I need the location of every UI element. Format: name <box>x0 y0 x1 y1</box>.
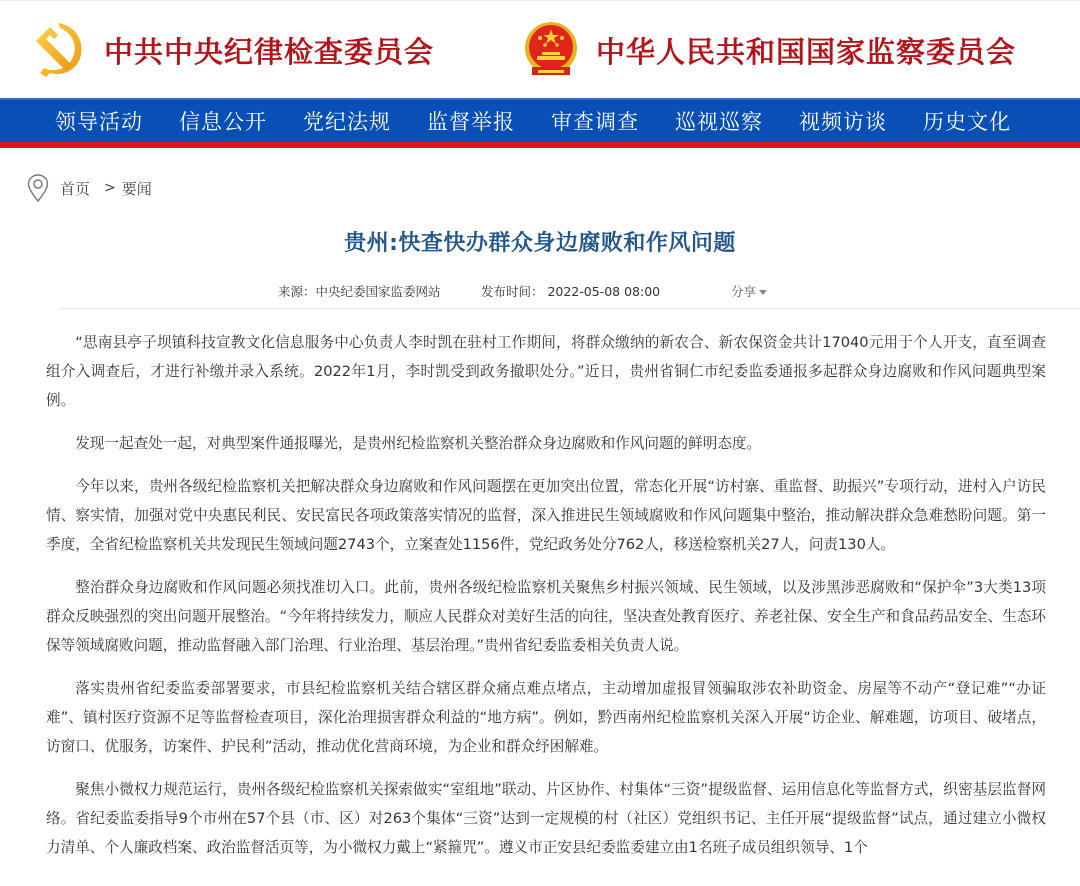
ccdi-title: 中共中央纪律检查委员会 <box>104 34 435 69</box>
nav-item-info-disclosure[interactable]: 信息公开 <box>179 110 267 134</box>
article-source: 来源：中央纪委国家监委网站 <box>278 284 441 299</box>
share-dropdown[interactable] <box>731 282 767 300</box>
nav-item-regulations[interactable]: 党纪法规 <box>303 110 391 134</box>
article-body <box>46 328 1046 876</box>
ccdi-brand[interactable] <box>28 1 434 99</box>
site-header <box>0 0 1080 98</box>
article-publish-time: 发布时间： 2022-05-08 08:00 <box>481 284 661 299</box>
nav-item-report[interactable]: 监督举报 <box>427 110 515 134</box>
breadcrumb-current[interactable]: 要闻 <box>121 179 152 198</box>
article-title: 贵州:快查快办群众身边腐败和作风问题 <box>344 231 736 256</box>
caret-down-icon <box>759 290 767 295</box>
article-paragraph: 聚焦小微权力规范运行，贵州各级纪检监察机关探索做实“室组地”联动、片区协作、村集体“三资”提级监督、运用信息化等监督方式，织密基层监督网络。省纪委监委指导9个市州在57个县（市、区）对263个集体“三资”达到一定规模的村（社区）党组织书记、主任开展“提级监督”试点，通过建立小微权力清单、个人廉政档案、政治监督活页等，为小微权力戴上“紧箍咒”。遵义市正安县纪委监委建立由1名班子成员组织领导、1个 <box>46 781 1046 856</box>
article-paragraph: “思南县亭子坝镇科技宣教文化信息服务中心负责人李时凯在驻村工作期间，将群众缴纳的新农合、新农保资金共计17040元用于个人开支，直至调查组介入调查后，才进行补缴并录入系统。2022年1月，李时凯受到政务撤职处分。”近日，贵州省铜仁市纪委监委通报多起群众身边腐败和作风问题典型案例。 <box>46 334 1046 409</box>
article-paragraph: 落实贵州省纪委监委部署要求，市县纪检监察机关结合辖区群众痛点难点堵点，主动增加虚报冒领骗取涉农补助资金、房屋等不动产“登记难”“办证难”、镇村医疗资源不足等监督检查项目，深化治理损害群众利益的“地方病”。例如，黔西南州纪检监察机关深入开展“访企业、解难题，访项目、破堵点，访窗口、优服务，访案件、护民利”活动，推动优化营商环境，为企业和群众纾困解难。 <box>46 680 1046 755</box>
breadcrumb-home-link[interactable]: 首页 <box>60 179 91 198</box>
nav-items <box>36 100 1047 142</box>
location-pin-icon <box>26 173 50 203</box>
main-nav <box>0 98 1080 142</box>
article-paragraph: 发现一起查处一起，对典型案件通报曝光，是贵州纪检监察机关整治群众身边腐败和作风问题的鲜明态度。 <box>75 435 762 452</box>
breadcrumb <box>26 173 152 203</box>
nsc-title: 中华人民共和国国家监察委员会 <box>596 34 1017 69</box>
nav-item-leadership[interactable]: 领导活动 <box>55 110 143 134</box>
breadcrumb-separator: > <box>104 180 116 196</box>
article-meta <box>0 282 1080 302</box>
article-paragraph: 今年以来，贵州各级纪检监察机关把解决群众身边腐败和作风问题摆在更加突出位置，常态化开展“访村寨、重监督、助振兴”专项行动，进村入户访民情、察实情，加强对党中央惠民利民、安民富民各项政策落实情况的监督，深入推进民生领域腐败和作风问题集中整治，推动解决群众急难愁盼问题。第一季度，全省纪检监察机关共发现民生领域问题2743个，立案查处1156件，党纪政务处分762人，移送检察机关27人，问责130人。 <box>46 478 1046 553</box>
party-emblem-icon <box>28 19 90 81</box>
meta-divider <box>60 308 1080 309</box>
nav-item-history[interactable]: 历史文化 <box>923 110 1011 134</box>
article-paragraph: 整治群众身边腐败和作风问题必须找准切入口。此前，贵州各级纪检监察机关聚焦乡村振兴领域、民生领域，以及涉黑涉恶腐败和“保护伞”3大类13项群众反映强烈的突出问题开展整治。“今年将持续发力，顺应人民群众对美好生活的向往，坚决查处教育医疗、养老社保、安全生产和食品药品安全、生态环保等领域腐败问题，推动监督融入部门治理、行业治理、基层治理。”贵州省纪委监委相关负责人说。 <box>46 579 1046 654</box>
nav-item-investigation[interactable]: 审查调查 <box>551 110 639 134</box>
share-label: 分享 <box>731 284 757 299</box>
national-emblem-icon <box>520 19 582 81</box>
nsc-brand[interactable] <box>520 1 1016 99</box>
nav-item-video[interactable]: 视频访谈 <box>799 110 887 134</box>
nav-item-inspection[interactable]: 巡视巡察 <box>675 110 763 134</box>
nav-red-stripe <box>0 142 1080 148</box>
